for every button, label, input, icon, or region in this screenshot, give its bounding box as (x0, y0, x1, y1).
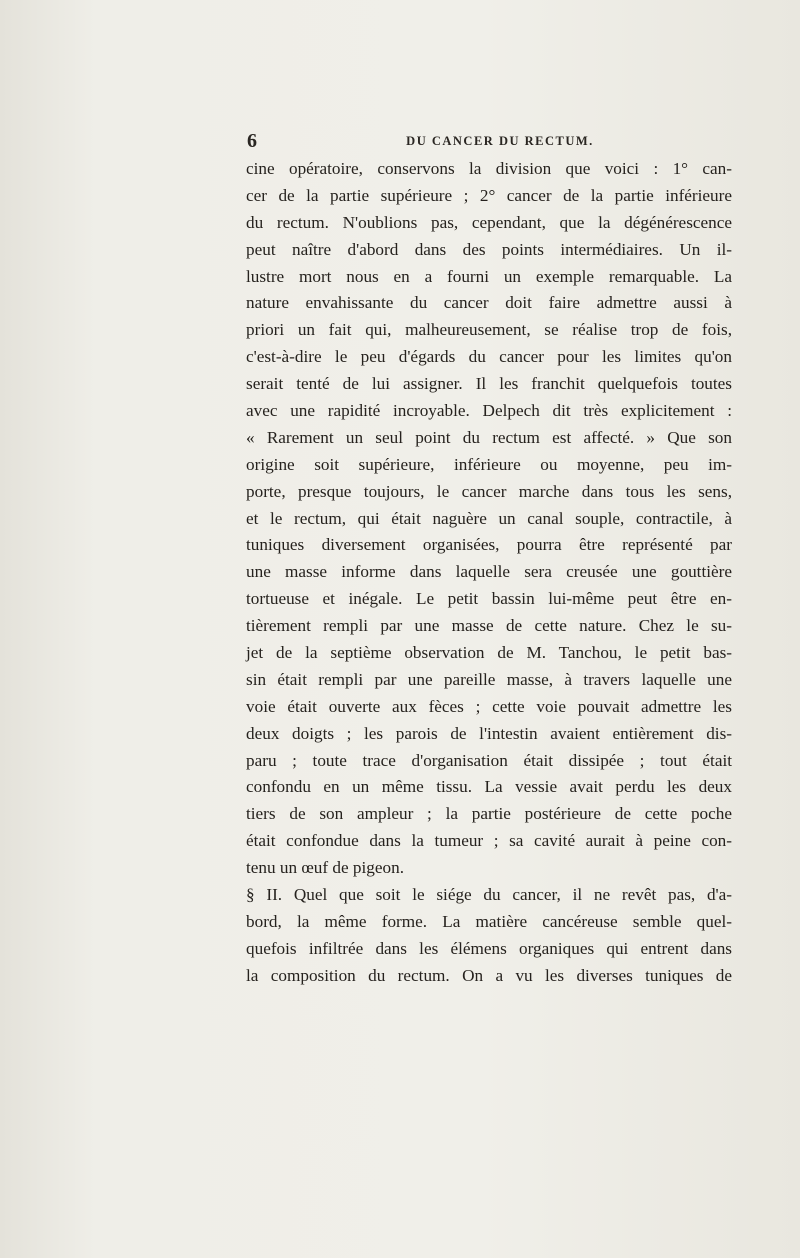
text-line: la composition du rectum. On a vu les diverses tuniques de (246, 965, 732, 985)
page-number: 6 (247, 130, 257, 152)
text-line: confondu en un même tissu. La vessie avait perdu les deux (246, 777, 732, 797)
text-line: tiers de son ampleur ; la partie postérieure de cette poche (246, 804, 732, 824)
text-line: tièrement rempli par une masse de cette nature. Chez le su- (246, 616, 732, 636)
page-header (247, 132, 733, 152)
text-line: quefois infiltrée dans les élémens organiques qui entrent dans (246, 938, 732, 958)
text-line: cine opératoire, conservons la division que voici : 1° can- (246, 159, 732, 178)
text-line: tortueuse et inégale. Le petit bassin lui-même peut être en- (246, 589, 732, 609)
text-line: et le rectum, qui était naguère un canal souple, contractile, à (246, 508, 732, 528)
text-line: serait tenté de lui assigner. Il les franchit quelquefois toutes (246, 374, 732, 394)
text-line: paru ; toute trace d'organisation était dissipée ; tout était (246, 750, 732, 770)
running-head: DU CANCER DU RECTUM. (406, 134, 594, 148)
text-line: une masse informe dans laquelle sera creusée une gouttière (246, 562, 732, 582)
text-line: tuniques diversement organisées, pourra être représenté par (246, 535, 732, 555)
text-line: était confondue dans la tumeur ; sa cavité aurait à peine con- (246, 831, 732, 851)
text-line: bord, la même forme. La matière cancéreuse semble quel- (246, 911, 732, 931)
text-line: « Rarement un seul point du rectum est affecté. » Que son (246, 427, 732, 447)
body-text (246, 156, 732, 990)
text-line: voie était ouverte aux fèces ; cette voie pouvait admettre les (246, 696, 732, 716)
text-line: tenu un œuf de pigeon. (246, 858, 404, 878)
text-line: sin était rempli par une pareille masse, à travers laquelle une (246, 669, 732, 689)
text-line: avec une rapidité incroyable. Delpech dit très explicitement : (246, 401, 732, 421)
text-line: origine soit supérieure, inférieure ou moyenne, peu im- (246, 454, 732, 474)
text-line: du rectum. N'oublions pas, cependant, que la dégénérescence (246, 212, 732, 232)
text-line: § II. Quel que soit le siége du cancer, il ne revêt pas, d'a- (246, 885, 732, 905)
text-line: porte, presque toujours, le cancer marche dans tous les sens, (246, 481, 732, 501)
text-line: priori un fait qui, malheureusement, se réalise trop de fois, (246, 320, 732, 340)
text-line: peut naître d'abord dans des points intermédiaires. Un il- (246, 239, 732, 259)
text-line: jet de la septième observation de M. Tanchou, le petit bas- (246, 643, 732, 663)
text-line: lustre mort nous en a fourni un exemple remarquable. La (246, 266, 732, 286)
text-line: cer de la partie supérieure ; 2° cancer de la partie inférieure (246, 185, 732, 205)
text-line: deux doigts ; les parois de l'intestin avaient entièrement dis- (246, 723, 732, 743)
text-line: c'est-à-dire le peu d'égards du cancer pour les limites qu'on (246, 347, 732, 367)
text-line: nature envahissante du cancer doit faire admettre aussi à (246, 293, 732, 313)
